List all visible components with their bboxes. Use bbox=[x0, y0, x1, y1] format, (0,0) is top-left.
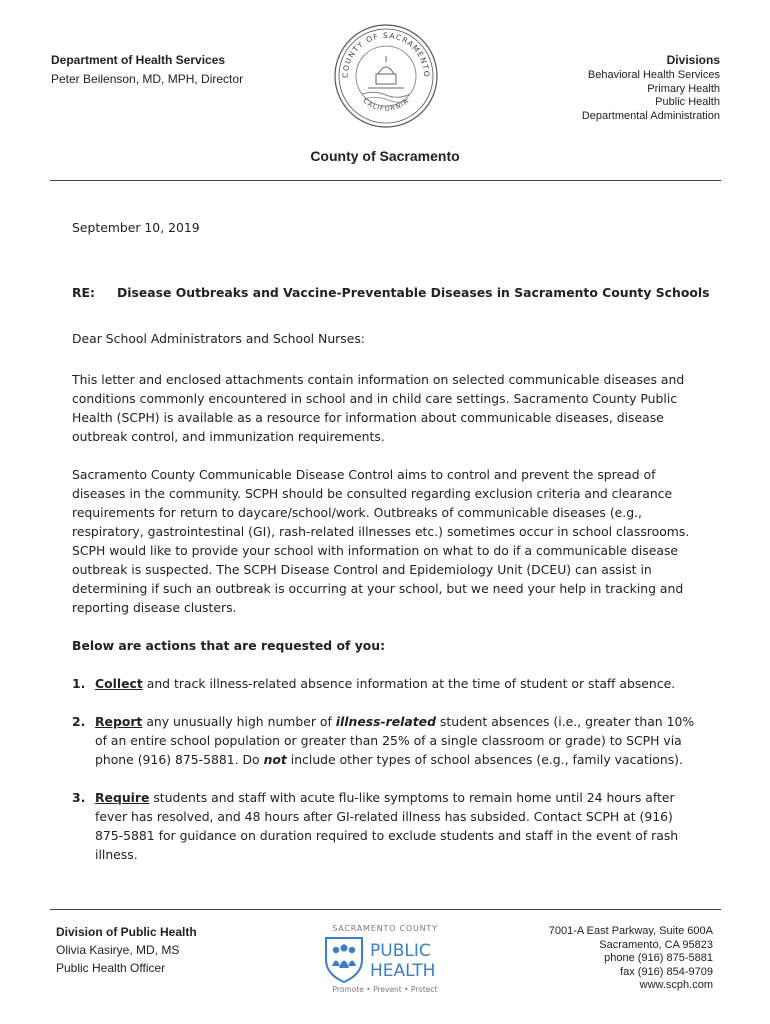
action-emphasis: illness-related bbox=[335, 714, 436, 729]
re-subject: Disease Outbreaks and Vaccine-Preventable Diseases in Sacramento County Schools bbox=[117, 285, 710, 300]
action-text: include other types of school absences (e.g., family vacations). bbox=[286, 752, 683, 767]
salutation: Dear School Administrators and School Nurses: bbox=[72, 331, 365, 346]
county-seal-icon bbox=[332, 22, 440, 130]
footer-address-block bbox=[549, 925, 713, 993]
division-item: Primary Health bbox=[647, 82, 720, 95]
logo-health-text: HEALTH bbox=[370, 961, 436, 981]
divisions-block bbox=[582, 51, 720, 123]
address-phone: phone (916) 875-5881 bbox=[604, 952, 713, 964]
divisions-title: Divisions bbox=[666, 53, 720, 67]
seal-top-text: COUNTY OF SACRAMENTO bbox=[340, 30, 432, 79]
header-divider bbox=[50, 180, 721, 181]
action-emphasis: not bbox=[263, 752, 287, 767]
action-item-collect bbox=[72, 674, 702, 693]
action-text: students and staff with acute flu-like symptoms to remain home until 24 hours after fever has resolved, and 48 hours after GI-related illness has subsided. Contact SCPH at (916) 875-5881 for guidance on duration required to exclude students and staff in the event of rash illness. bbox=[95, 790, 679, 862]
action-keyword: Report bbox=[95, 714, 143, 729]
public-health-logo-icon bbox=[322, 922, 448, 996]
footer-divider bbox=[50, 909, 721, 910]
division-item: Departmental Administration bbox=[581, 109, 720, 122]
action-number: 3. bbox=[72, 790, 86, 805]
actions-heading: Below are actions that are requested of you: bbox=[72, 638, 386, 653]
logo-tagline: Promote • Prevent • Protect bbox=[332, 985, 438, 994]
letter-date: September 10, 2019 bbox=[72, 220, 200, 235]
address-fax: fax (916) 854-9709 bbox=[620, 965, 713, 978]
director-name: Peter Beilenson, MD, MPH, Director bbox=[51, 72, 244, 86]
action-text: student absences (i.e., greater than 10% of an entire school population or greater than 25% of a single classroom or grade) to SCPH via phone (916) 875-5881. Do bbox=[95, 714, 695, 767]
paragraph-intro: This letter and enclosed attachments contain information on selected communicable diseases and conditions commonly encountered in school and in child care settings. Sacramento County Public Health (SCPH) is available as a resource for information about communicable diseases, disease outbreak control, and immunization requirements. bbox=[72, 372, 685, 444]
address-street: 7001-A East Parkway, Suite 600A bbox=[548, 925, 713, 937]
officer-title: Public Health Officer bbox=[56, 961, 166, 975]
department-header bbox=[51, 51, 243, 89]
action-item-report bbox=[72, 712, 702, 769]
action-number: 1. bbox=[72, 676, 86, 691]
action-keyword: Require bbox=[95, 790, 150, 805]
footer-division-name: Division of Public Health bbox=[56, 925, 197, 939]
logo-county-text: SACRAMENTO COUNTY bbox=[332, 924, 438, 933]
svg-text:COUNTY OF SACRAMENTO bbox=[341, 31, 431, 78]
county-title: County of Sacramento bbox=[310, 148, 460, 164]
re-label: RE: bbox=[72, 285, 95, 300]
action-keyword: Collect bbox=[95, 676, 143, 691]
department-name: Department of Health Services bbox=[51, 53, 226, 67]
address-city: Sacramento, CA 95823 bbox=[599, 938, 713, 951]
footer-division-block bbox=[56, 923, 197, 977]
logo-public-text: PUBLIC bbox=[370, 941, 431, 961]
division-item: Behavioral Health Services bbox=[587, 69, 720, 81]
division-item: Public Health bbox=[655, 96, 720, 108]
officer-name: Olivia Kasirye, MD, MS bbox=[56, 943, 180, 957]
action-number: 2. bbox=[72, 714, 86, 729]
action-item-require bbox=[72, 788, 702, 864]
action-text: any unusually high number of bbox=[142, 714, 336, 729]
action-text: and track illness-related absence information at the time of student or staff absence. bbox=[142, 676, 676, 691]
paragraph-disease-control: Sacramento County Communicable Disease Control aims to control and prevent the spread of diseases in the community. SCPH should be consulted regarding exclusion criteria and clearance requirements for return to daycare/school/work. Outbreaks of communicable diseases (e.g., respiratory, gastrointestinal (GI), rash-related illnesses etc.) sometimes occur in school classrooms. SCPH would like to provide your school with information on what to do if a communicable disease outbreak is suspected. The SCPH Disease Control and Epidemiology Unit (DCEU) can assist in determining if such an outbreak is occurring at your school, but we need your help in tracking and reporting disease clusters. bbox=[72, 467, 690, 615]
seal-bottom-text: CALIFORNIA bbox=[361, 96, 411, 113]
website-link[interactable]: www.scph.com bbox=[639, 979, 713, 991]
